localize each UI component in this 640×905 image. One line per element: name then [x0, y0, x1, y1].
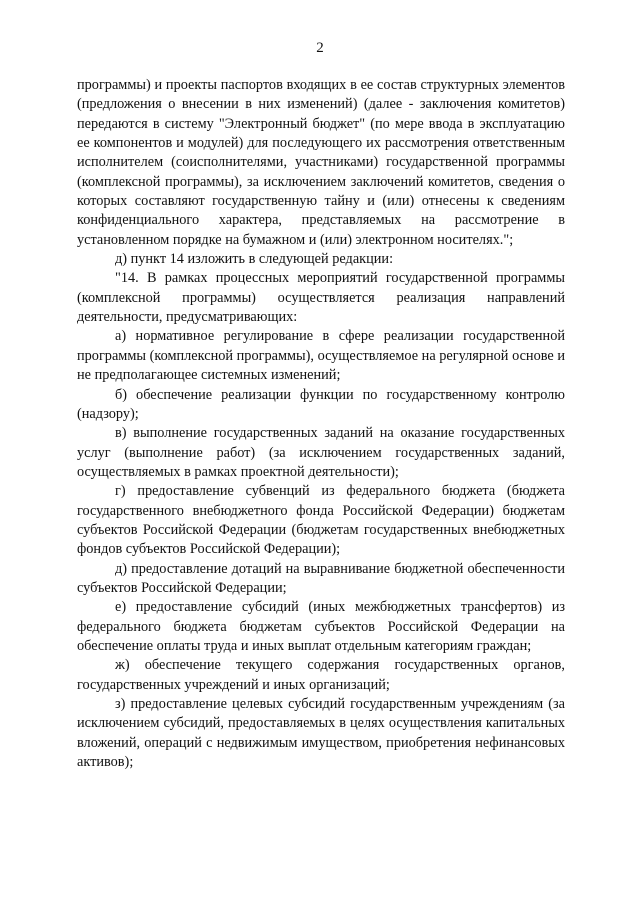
page-number: 2 — [316, 40, 324, 56]
paragraph-item-b: б) обеспечение реализации функции по государственному контролю (надзору); — [77, 386, 565, 422]
paragraph-item-z: з) предоставление целевых субсидий государственным учреждениям (за исключением субсидий, предоставляемых в целях осуществления капитальных вложений, операций с недвижимым имуществом, приобретения нефинансовых активов); — [77, 696, 565, 771]
paragraph-item-e: е) предоставление субсидий (иных межбюджетных трансфертов) из федерального бюджета бюджетам субъектов Российской Федерации на обеспечение оплаты труда и иных выплат отдельным категориям граждан; — [77, 599, 565, 654]
paragraph-item-g: г) предоставление субвенций из федерального бюджета (бюджета государственного внебюджетного фонда Российской Федерации) бюджетам субъектов Российской Федерации (бюджетам государственных внебюджетных фондов субъектов Российской Федерации); — [77, 483, 565, 558]
paragraph-item-zh: ж) обеспечение текущего содержания государственных органов, государственных учреждений и иных организаций; — [77, 657, 565, 693]
paragraph-item-d: д) предоставление дотаций на выравнивание бюджетной обеспеченности субъектов Российской Федерации; — [77, 560, 565, 596]
paragraph-clause-14: "14. В рамках процессных мероприятий государственной программы (комплексной программы) осуществляется реализация направлений деятельности, предусматривающих: — [77, 270, 565, 326]
paragraph-amendment-d: д) пункт 14 изложить в следующей редакции: — [115, 251, 394, 268]
paragraph-item-v: в) выполнение государственных заданий на оказание государственных услуг (выполнение работ) (за исключением государственных заданий, осуществляемых в рамках проектной деятельности); — [77, 425, 565, 480]
paragraph-item-a: а) нормативное регулирование в сфере реализации государственной программы (комплексной программы), осуществляемое на регулярной основе и не предполагающее системных изменений; — [77, 328, 565, 384]
paragraph-continuation: программы) и проекты паспортов входящих в ее состав структурных элементов (предложения о внесении в них изменений) (далее - заключения комитетов) передаются в систему "Электронный бюджет" (по мере ввода в эксплуатацию ее компонентов и модулей) для последующего их рассмотрения ответственным исполнителем (соисполнителями, участниками) государственной программы (комплексной программы), за исключением заключений комитетов, сведения о которых составляют государственную тайну и (или) отнесены к сведениям конфиденциального характера, представляемых на рассмотрение в установленном порядке на бумажном и (или) электронном носителях."; — [77, 77, 565, 248]
document-body — [77, 76, 565, 772]
